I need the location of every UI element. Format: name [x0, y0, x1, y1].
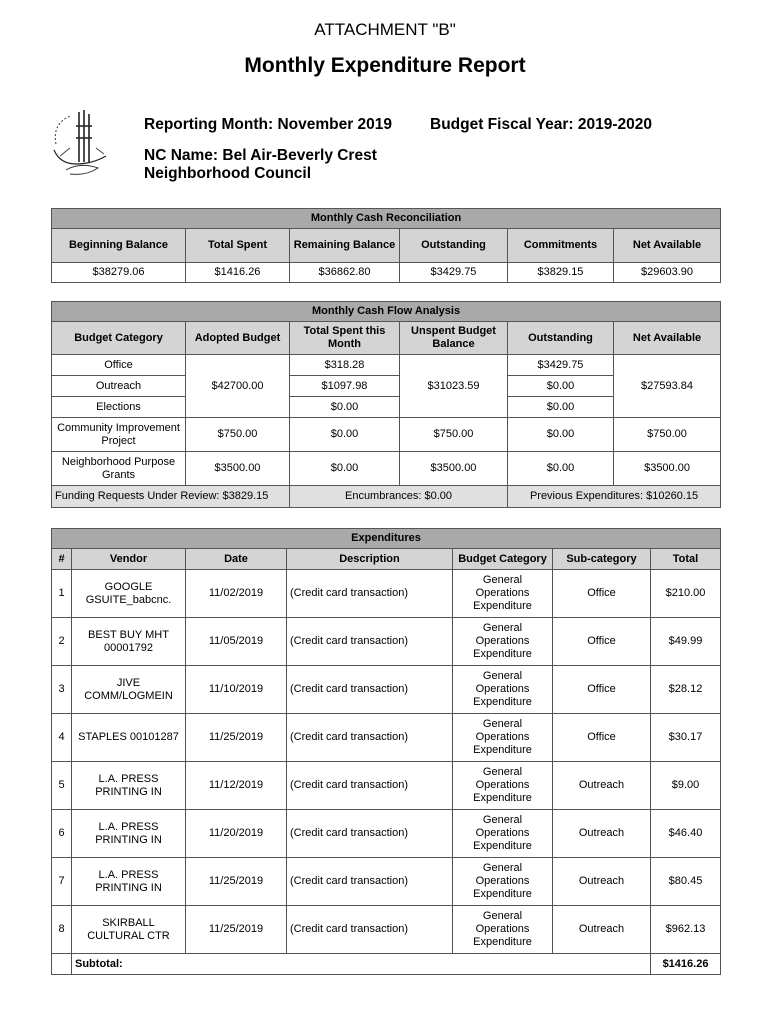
expenditure-row [52, 618, 721, 666]
reporting-month: Reporting Month: November 2019 [144, 116, 393, 133]
recon-header: Net Available [614, 229, 721, 263]
expenditure-description: (Credit card transaction) [287, 906, 453, 954]
expenditure-row [52, 714, 721, 762]
expenditure-description: (Credit card transaction) [287, 570, 453, 618]
cashflow-category: Office [52, 355, 186, 376]
cashflow-spent: $318.28 [290, 355, 400, 376]
expenditure-total: $30.17 [651, 714, 721, 762]
cashflow-category: Neighborhood Purpose Grants [52, 452, 186, 486]
reconciliation-table [51, 208, 721, 283]
expenditure-sub-category: Outreach [553, 762, 651, 810]
expenditure-row-number: 6 [52, 810, 72, 858]
expenditure-description: (Credit card transaction) [287, 762, 453, 810]
expenditure-row [52, 858, 721, 906]
expenditure-sub-category: Office [553, 714, 651, 762]
recon-header: Beginning Balance [52, 229, 186, 263]
cashflow-outstanding: $0.00 [508, 452, 614, 486]
cashflow-adopted: $750.00 [186, 418, 290, 452]
expenditure-date: 11/12/2019 [186, 762, 287, 810]
cashflow-category: Outreach [52, 376, 186, 397]
exp-header: Vendor [72, 549, 186, 570]
expenditure-row-number: 5 [52, 762, 72, 810]
expenditure-budget-category: General Operations Expenditure [453, 906, 553, 954]
recon-header: Total Spent [186, 229, 290, 263]
nc-name-line1: NC Name: Bel Air-Beverly Crest [144, 147, 377, 164]
expenditure-budget-category: General Operations Expenditure [453, 810, 553, 858]
council-logo [46, 104, 116, 180]
expenditure-description: (Credit card transaction) [287, 810, 453, 858]
expenditure-row-number: 8 [52, 906, 72, 954]
attachment-label: ATTACHMENT "B" [314, 20, 456, 39]
expenditure-description: (Credit card transaction) [287, 858, 453, 906]
cashflow-unspent: $750.00 [400, 418, 508, 452]
cashflow-unspent: $3500.00 [400, 452, 508, 486]
expenditures-table [51, 528, 721, 975]
exp-header: Date [186, 549, 287, 570]
expenditure-date: 11/25/2019 [186, 714, 287, 762]
expenditure-vendor: SKIRBALL CULTURAL CTR [72, 906, 186, 954]
expenditure-row-number: 1 [52, 570, 72, 618]
encumbrances: Encumbrances: $0.00 [290, 486, 508, 508]
expenditure-date: 11/25/2019 [186, 858, 287, 906]
cashflow-outstanding: $0.00 [508, 376, 614, 397]
expenditure-budget-category: General Operations Expenditure [453, 858, 553, 906]
cashflow-spent: $1097.98 [290, 376, 400, 397]
expenditure-row [52, 762, 721, 810]
expenditure-budget-category: General Operations Expenditure [453, 666, 553, 714]
cashflow-outstanding: $0.00 [508, 418, 614, 452]
cashflow-header: Unspent Budget Balance [400, 322, 508, 355]
cashflow-spent: $0.00 [290, 452, 400, 486]
expenditure-total: $210.00 [651, 570, 721, 618]
recon-value: $38279.06 [52, 263, 186, 283]
expenditure-row [52, 570, 721, 618]
cashflow-ops-net: $27593.84 [614, 355, 721, 418]
exp-header: Description [287, 549, 453, 570]
expenditure-sub-category: Office [553, 570, 651, 618]
recon-value: $1416.26 [186, 263, 290, 283]
recon-value: $36862.80 [290, 263, 400, 283]
expenditure-date: 11/02/2019 [186, 570, 287, 618]
expenditure-vendor: STAPLES 00101287 [72, 714, 186, 762]
expenditure-sub-category: Outreach [553, 906, 651, 954]
expenditure-sub-category: Outreach [553, 858, 651, 906]
fiscal-year: Budget Fiscal Year: 2019-2020 [430, 116, 653, 133]
expenditure-description: (Credit card transaction) [287, 618, 453, 666]
expenditure-total: $9.00 [651, 762, 721, 810]
cashflow-category: Elections [52, 397, 186, 418]
subtotal-label: Subtotal: [72, 954, 651, 975]
recon-header: Remaining Balance [290, 229, 400, 263]
expenditure-row-number: 2 [52, 618, 72, 666]
expenditure-row [52, 810, 721, 858]
expenditure-date: 11/05/2019 [186, 618, 287, 666]
expenditure-budget-category: General Operations Expenditure [453, 570, 553, 618]
expenditure-description: (Credit card transaction) [287, 714, 453, 762]
expenditure-vendor: BEST BUY MHT 00001792 [72, 618, 186, 666]
expenditure-row-number: 7 [52, 858, 72, 906]
expenditure-total: $28.12 [651, 666, 721, 714]
expenditure-budget-category: General Operations Expenditure [453, 762, 553, 810]
exp-header: Budget Category [453, 549, 553, 570]
expenditures-caption: Expenditures [52, 529, 721, 549]
expenditure-date: 11/25/2019 [186, 906, 287, 954]
cashflow-outstanding: $0.00 [508, 397, 614, 418]
cashflow-header: Outstanding [508, 322, 614, 355]
funding-requests: Funding Requests Under Review: $3829.15 [52, 486, 290, 508]
cashflow-spent: $0.00 [290, 397, 400, 418]
exp-header: Sub-category [553, 549, 651, 570]
cashflow-net: $750.00 [614, 418, 721, 452]
expenditure-budget-category: General Operations Expenditure [453, 714, 553, 762]
recon-header: Outstanding [400, 229, 508, 263]
expenditure-vendor: L.A. PRESS PRINTING IN [72, 858, 186, 906]
expenditure-date: 11/10/2019 [186, 666, 287, 714]
subtotal-value: $1416.26 [651, 954, 721, 975]
recon-value: $29603.90 [614, 263, 721, 283]
cashflow-net: $3500.00 [614, 452, 721, 486]
expenditure-total: $80.45 [651, 858, 721, 906]
expenditure-sub-category: Office [553, 618, 651, 666]
expenditure-vendor: GOOGLE GSUITE_babcnc. [72, 570, 186, 618]
exp-header: Total [651, 549, 721, 570]
cashflow-ops-unspent: $31023.59 [400, 355, 508, 418]
cashflow-header: Total Spent this Month [290, 322, 400, 355]
expenditure-vendor: L.A. PRESS PRINTING IN [72, 762, 186, 810]
expenditure-total: $49.99 [651, 618, 721, 666]
cashflow-ops-adopted: $42700.00 [186, 355, 290, 418]
expenditure-budget-category: General Operations Expenditure [453, 618, 553, 666]
cashflow-category: Community Improvement Project [52, 418, 186, 452]
cashflow-table [51, 301, 721, 508]
expenditure-date: 11/20/2019 [186, 810, 287, 858]
expenditure-vendor: L.A. PRESS PRINTING IN [72, 810, 186, 858]
expenditure-row-number: 4 [52, 714, 72, 762]
expenditure-row [52, 906, 721, 954]
recon-value: $3429.75 [400, 263, 508, 283]
exp-header: # [52, 549, 72, 570]
expenditure-vendor: JIVE COMM/LOGMEIN [72, 666, 186, 714]
expenditure-sub-category: Office [553, 666, 651, 714]
expenditure-row-number: 3 [52, 666, 72, 714]
recon-value: $3829.15 [508, 263, 614, 283]
reconciliation-caption: Monthly Cash Reconciliation [52, 209, 721, 229]
report-title: Monthly Expenditure Report [244, 54, 526, 77]
cashflow-outstanding: $3429.75 [508, 355, 614, 376]
expenditure-row [52, 666, 721, 714]
cashflow-header: Budget Category [52, 322, 186, 355]
cashflow-caption: Monthly Cash Flow Analysis [52, 302, 721, 322]
expenditure-total: $962.13 [651, 906, 721, 954]
expenditure-sub-category: Outreach [553, 810, 651, 858]
cashflow-spent: $0.00 [290, 418, 400, 452]
recon-header: Commitments [508, 229, 614, 263]
nc-name-line2: Neighborhood Council [144, 165, 312, 182]
cashflow-header: Adopted Budget [186, 322, 290, 355]
expenditure-description: (Credit card transaction) [287, 666, 453, 714]
previous-expenditures: Previous Expenditures: $10260.15 [508, 486, 721, 508]
cashflow-header: Net Available [614, 322, 721, 355]
expenditure-total: $46.40 [651, 810, 721, 858]
cashflow-adopted: $3500.00 [186, 452, 290, 486]
